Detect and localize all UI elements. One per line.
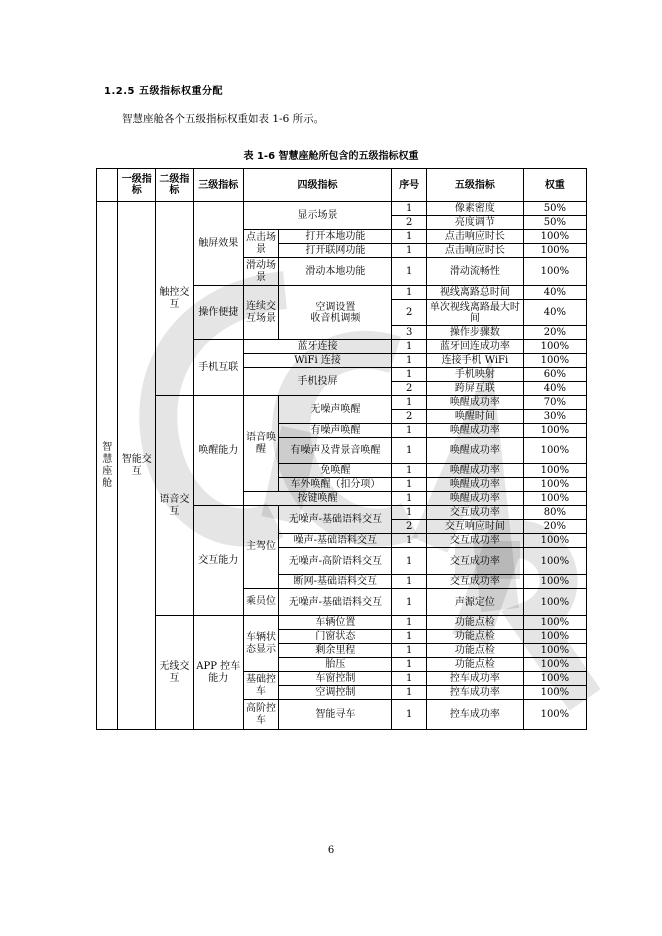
cell-level4: 噪声-基础语料交互 bbox=[279, 534, 392, 548]
cell-weight: 100% bbox=[523, 340, 586, 354]
cell-level5: 唤醒成功率 bbox=[427, 424, 524, 438]
cell-level5: 亮度调节 bbox=[427, 216, 524, 230]
cell-seq: 1 bbox=[392, 438, 427, 464]
header-level3: 三级指标 bbox=[193, 169, 243, 202]
cell-seq: 1 bbox=[392, 396, 427, 410]
cell-level4: 车辆位置 bbox=[279, 616, 392, 630]
cell-weight: 30% bbox=[523, 410, 586, 424]
cell-seq: 1 bbox=[392, 368, 427, 382]
cell-level5: 单次视线离路最大时间 bbox=[427, 300, 524, 326]
cell-vehicle-status: 车辆状态显示 bbox=[243, 616, 279, 672]
cell-level5: 点击响应时长 bbox=[427, 244, 524, 258]
cell-weight: 60% bbox=[523, 368, 586, 382]
cell-weight: 100% bbox=[523, 438, 586, 464]
cell-level4: 剩余里程 bbox=[279, 644, 392, 658]
cell-seq: 1 bbox=[392, 506, 427, 520]
cell-level4: 车外唤醒（扣分项） bbox=[279, 478, 392, 492]
cell-seq: 1 bbox=[392, 700, 427, 730]
cell-seq: 2 bbox=[392, 410, 427, 424]
cell-level5: 交互成功率 bbox=[427, 534, 524, 548]
cell-level5: 手机映射 bbox=[427, 368, 524, 382]
cell-level4: 空调设置 收音机调频 bbox=[279, 286, 392, 340]
cell-level5: 操作步骤数 bbox=[427, 326, 524, 340]
cell-passenger-seat: 乘员位 bbox=[243, 589, 279, 616]
cell-seq: 1 bbox=[392, 630, 427, 644]
cell-weight: 100% bbox=[523, 492, 586, 506]
header-level5: 五级指标 bbox=[427, 169, 524, 202]
cell-level4: 车窗控制 bbox=[279, 672, 392, 686]
cell-level1: 智能交互 bbox=[118, 202, 156, 730]
cell-level4: 无噪声唤醒 bbox=[279, 396, 392, 424]
cell-level5: 交互成功率 bbox=[427, 548, 524, 575]
cell-weight: 100% bbox=[523, 630, 586, 644]
cell-seq: 2 bbox=[392, 520, 427, 534]
cell-seq: 1 bbox=[392, 424, 427, 438]
table-header-row bbox=[97, 169, 587, 202]
cell-weight: 100% bbox=[523, 478, 586, 492]
cell-weight: 40% bbox=[523, 286, 586, 300]
cell-seq: 1 bbox=[392, 244, 427, 258]
cell-level4: 门窗状态 bbox=[279, 630, 392, 644]
cell-level5: 唤醒成功率 bbox=[427, 464, 524, 478]
cell-weight: 100% bbox=[523, 700, 586, 730]
cell-root: 智慧座舱 bbox=[97, 202, 118, 730]
cell-continuous-scene: 连续交互场景 bbox=[243, 286, 279, 340]
cell-operation-ease: 操作便捷 bbox=[193, 286, 243, 340]
cell-level4: 胎压 bbox=[279, 658, 392, 672]
cell-advanced-control: 高阶控车 bbox=[243, 700, 279, 730]
cell-level4: 滑动本地功能 bbox=[279, 258, 392, 286]
cell-level5: 控车成功率 bbox=[427, 700, 524, 730]
cell-level4: 按键唤醒 bbox=[243, 492, 392, 506]
cell-wake-ability: 唤醒能力 bbox=[193, 396, 243, 506]
cell-level4: 断网-基础语料交互 bbox=[279, 575, 392, 589]
cell-weight: 100% bbox=[523, 258, 586, 286]
cell-level4: 无噪声-基础语料交互 bbox=[279, 589, 392, 616]
cell-seq: 1 bbox=[392, 589, 427, 616]
cell-weight: 100% bbox=[523, 658, 586, 672]
cell-weight: 40% bbox=[523, 300, 586, 326]
header-weight: 权重 bbox=[523, 169, 586, 202]
cell-level4: WiFi 连接 bbox=[243, 354, 392, 368]
cell-seq: 2 bbox=[392, 382, 427, 396]
cell-voice-wake: 语音唤醒 bbox=[243, 396, 279, 492]
cell-level4: 打开联网功能 bbox=[279, 244, 392, 258]
cell-level4: 显示场景 bbox=[243, 202, 392, 230]
page-number: 6 bbox=[327, 845, 335, 856]
header-level1: 一级指标 bbox=[118, 169, 156, 202]
cell-weight: 100% bbox=[523, 575, 586, 589]
header-level2: 二级指标 bbox=[156, 169, 194, 202]
cell-level5: 功能点检 bbox=[427, 644, 524, 658]
cell-weight: 100% bbox=[523, 424, 586, 438]
cell-weight: 70% bbox=[523, 396, 586, 410]
cell-click-scene: 点击场景 bbox=[243, 230, 279, 258]
cell-weight: 100% bbox=[523, 354, 586, 368]
header-seq: 序号 bbox=[392, 169, 427, 202]
cell-seq: 1 bbox=[392, 464, 427, 478]
cell-seq: 1 bbox=[392, 672, 427, 686]
cell-level5: 交互响应时间 bbox=[427, 520, 524, 534]
section-heading: 1.2.5 五级指标权重分配 bbox=[104, 86, 223, 97]
cell-level5: 视线离路总时间 bbox=[427, 286, 524, 300]
cell-weight: 20% bbox=[523, 520, 586, 534]
cell-weight: 40% bbox=[523, 382, 586, 396]
cell-seq: 2 bbox=[392, 216, 427, 230]
cell-level5: 控车成功率 bbox=[427, 672, 524, 686]
cell-level5: 点击响应时长 bbox=[427, 230, 524, 244]
cell-weight: 100% bbox=[523, 534, 586, 548]
cell-weight: 100% bbox=[523, 686, 586, 700]
cell-level4: 无噪声-高阶语料交互 bbox=[279, 548, 392, 575]
cell-weight: 100% bbox=[523, 548, 586, 575]
cell-level5: 功能点检 bbox=[427, 630, 524, 644]
cell-level4: 手机投屏 bbox=[243, 368, 392, 396]
cell-level5: 唤醒成功率 bbox=[427, 492, 524, 506]
cell-touch-interaction: 触控交互 bbox=[156, 202, 194, 396]
cell-level5: 功能点检 bbox=[427, 658, 524, 672]
cell-level5: 唤醒成功率 bbox=[427, 478, 524, 492]
cell-level5: 唤醒时间 bbox=[427, 410, 524, 424]
cell-level5: 蓝牙回连成功率 bbox=[427, 340, 524, 354]
cell-level5: 像素密度 bbox=[427, 202, 524, 216]
cell-level5: 功能点检 bbox=[427, 616, 524, 630]
cell-seq: 1 bbox=[392, 686, 427, 700]
cell-level5: 控车成功率 bbox=[427, 686, 524, 700]
cell-level4: 无噪声-基础语料交互 bbox=[279, 506, 392, 534]
cell-seq: 1 bbox=[392, 478, 427, 492]
cell-weight: 100% bbox=[523, 616, 586, 630]
cell-level4: 智能寻车 bbox=[279, 700, 392, 730]
cell-voice-interaction: 语音交互 bbox=[156, 396, 194, 616]
table-row bbox=[97, 616, 587, 630]
cell-level5: 唤醒成功率 bbox=[427, 396, 524, 410]
cell-wireless-interaction: 无线交互 bbox=[156, 616, 194, 730]
cell-level5: 交互成功率 bbox=[427, 575, 524, 589]
cell-seq: 1 bbox=[392, 492, 427, 506]
table-row bbox=[97, 396, 587, 410]
cell-seq: 3 bbox=[392, 326, 427, 340]
cell-level4: 打开本地功能 bbox=[279, 230, 392, 244]
cell-level5: 滑动流畅性 bbox=[427, 258, 524, 286]
cell-seq: 1 bbox=[392, 286, 427, 300]
cell-phone-link: 手机互联 bbox=[193, 340, 243, 396]
cell-weight: 100% bbox=[523, 244, 586, 258]
table-row bbox=[97, 202, 587, 216]
cell-weight: 100% bbox=[523, 230, 586, 244]
header-level4: 四级指标 bbox=[243, 169, 392, 202]
cell-slide-scene: 滑动场景 bbox=[243, 258, 279, 286]
weights-table bbox=[96, 168, 587, 730]
cell-level4: 蓝牙连接 bbox=[243, 340, 392, 354]
cell-level5: 跨屏互联 bbox=[427, 382, 524, 396]
cell-seq: 1 bbox=[392, 644, 427, 658]
cell-weight: 100% bbox=[523, 672, 586, 686]
cell-weight: 100% bbox=[523, 589, 586, 616]
cell-seq: 1 bbox=[392, 340, 427, 354]
cell-seq: 1 bbox=[392, 616, 427, 630]
cell-weight: 80% bbox=[523, 506, 586, 520]
table-caption: 表 1-6 智慧座舱所包含的五级指标权重 bbox=[243, 151, 419, 162]
cell-interaction-ability: 交互能力 bbox=[193, 506, 243, 616]
cell-level5: 交互成功率 bbox=[427, 506, 524, 520]
header-root bbox=[97, 169, 118, 202]
cell-weight: 100% bbox=[523, 644, 586, 658]
cell-weight: 50% bbox=[523, 202, 586, 216]
cell-seq: 1 bbox=[392, 230, 427, 244]
cell-app-control: APP 控车能力 bbox=[193, 616, 243, 730]
cell-driver-seat: 主驾位 bbox=[243, 506, 279, 589]
cell-seq: 1 bbox=[392, 575, 427, 589]
cell-basic-control: 基础控车 bbox=[243, 672, 279, 700]
cell-seq: 1 bbox=[392, 354, 427, 368]
cell-weight: 100% bbox=[523, 464, 586, 478]
cell-level5: 声源定位 bbox=[427, 589, 524, 616]
cell-touch-effect: 触屏效果 bbox=[193, 202, 243, 286]
cell-seq: 1 bbox=[392, 534, 427, 548]
cell-seq: 1 bbox=[392, 202, 427, 216]
cell-seq: 1 bbox=[392, 258, 427, 286]
cell-seq: 1 bbox=[392, 658, 427, 672]
cell-weight: 50% bbox=[523, 216, 586, 230]
intro-paragraph: 智慧座舱各个五级指标权重如表 1-6 所示。 bbox=[122, 113, 325, 125]
cell-seq: 2 bbox=[392, 300, 427, 326]
cell-level4: 有噪声及背景音唤醒 bbox=[279, 438, 392, 464]
cell-level4: 免唤醒 bbox=[279, 464, 392, 478]
cell-level5: 连接手机 WiFi bbox=[427, 354, 524, 368]
cell-level4: 有噪声唤醒 bbox=[279, 424, 392, 438]
cell-seq: 1 bbox=[392, 548, 427, 575]
cell-level5: 唤醒成功率 bbox=[427, 438, 524, 464]
cell-level4: 空调控制 bbox=[279, 686, 392, 700]
cell-weight: 20% bbox=[523, 326, 586, 340]
